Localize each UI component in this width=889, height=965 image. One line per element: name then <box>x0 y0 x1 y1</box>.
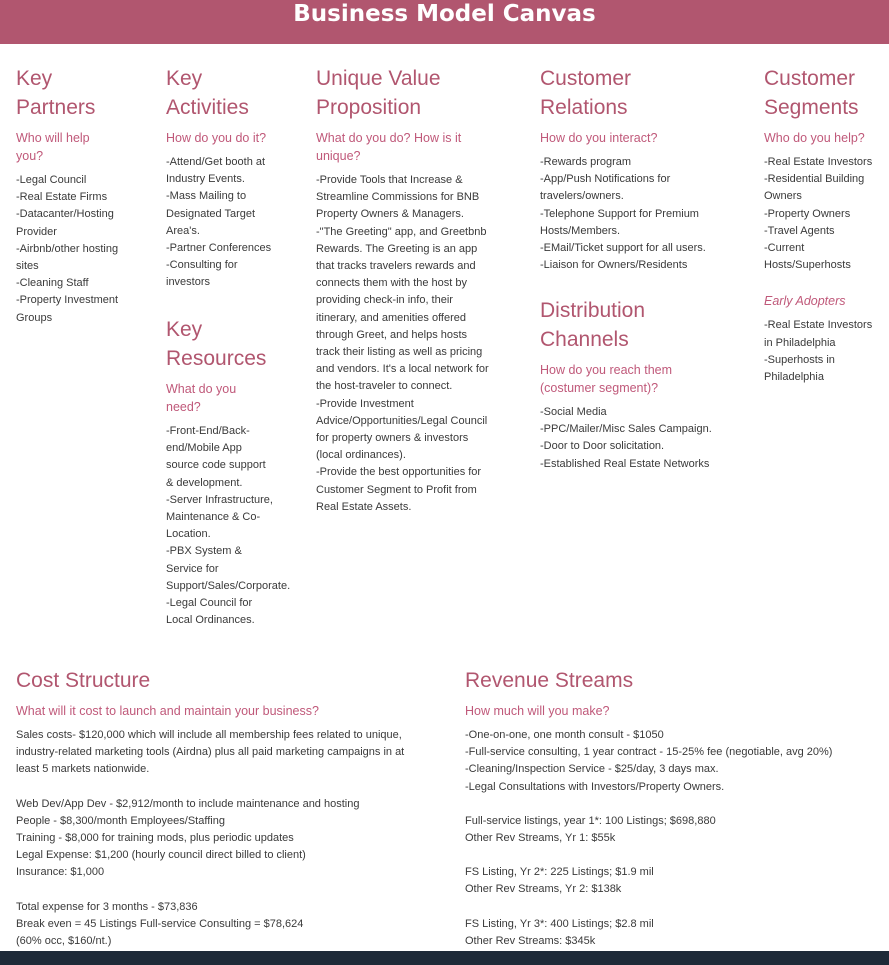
text-line: FS Listing, Yr 2*: 225 Listings; $1.9 mil <box>465 866 654 879</box>
list-item: -Property Owners <box>764 207 851 220</box>
text-line: Insurance: $1,000 <box>16 866 105 879</box>
list-item: -Current <box>764 242 805 255</box>
blank-line <box>16 882 446 899</box>
list-item: -Airbnb/other hosting <box>16 242 119 255</box>
key-partners-title <box>16 64 146 122</box>
value-proposition-section <box>316 64 516 516</box>
question-line: you? <box>16 149 44 163</box>
question-line: What do you <box>166 382 237 396</box>
question-line: (costumer segment)? <box>540 381 659 395</box>
text-line: Training - $8,000 for training mods, plus periodic updates <box>16 832 294 845</box>
list-item: -Attend/Get booth at <box>166 156 266 168</box>
list-item: Location. <box>166 528 211 541</box>
list-item: -Datacanter/Hosting <box>16 208 114 221</box>
list-item: providing check-in info, their <box>316 294 453 307</box>
list-item: -"The Greeting" app, and Greetbnb <box>316 225 487 238</box>
key-partners-question <box>16 129 146 165</box>
customer-segments-list <box>764 154 884 274</box>
list-item: Groups <box>16 311 53 324</box>
text-line: Other Rev Streams, Yr 1: $55k <box>465 832 616 845</box>
customer-segments-section <box>764 64 884 386</box>
title-line: Distribution <box>540 299 646 322</box>
list-item: Industry Events. <box>166 173 245 186</box>
cost-structure-question: What will it cost to launch and maintain your business? <box>16 704 319 718</box>
title-line: Key <box>16 67 53 90</box>
key-resources-question <box>166 380 306 416</box>
text-line: -Full-service consulting, 1 year contract - 15-25% fee (negotiable, avg 20%) <box>465 746 833 759</box>
list-item: Maintenance & Co- <box>166 511 261 524</box>
title-line: Proposition <box>316 96 422 119</box>
question-line: How do you reach them <box>540 363 673 377</box>
list-item: connects them with the host by <box>316 277 468 290</box>
list-item: Property Owners & Managers. <box>316 208 464 221</box>
list-item: -Front-End/Back- <box>166 425 250 437</box>
text-line: Break even = 45 Listings Full-service Consulting = $78,624 <box>16 917 304 930</box>
value-proposition-title <box>316 64 516 122</box>
list-item: -Real Estate Investors <box>764 156 873 168</box>
key-activities-question: How do you do it? <box>166 131 267 145</box>
title-line: Unique Value <box>316 67 441 90</box>
list-item: -PBX System & <box>166 545 242 558</box>
list-item: Service for <box>166 562 219 575</box>
list-item: for property owners & investors <box>316 432 469 445</box>
key-resources-section <box>166 315 306 629</box>
list-item: the host-traveler to connect. <box>316 380 453 393</box>
list-item: -PPC/Mailer/Misc Sales Campaign. <box>540 423 712 436</box>
blank-line <box>465 847 875 864</box>
list-item: investors <box>166 276 211 289</box>
text-line: Full-service listings, year 1*: 100 Listings; $698,880 <box>465 814 716 827</box>
list-item: itinerary, and amenities offered <box>316 311 467 324</box>
revenue-streams-section <box>465 666 875 950</box>
list-item: -Server Infrastructure, <box>166 493 273 506</box>
list-item: -App/Push Notifications for <box>540 173 671 186</box>
text-line: industry-related marketing tools (Airdna) plus all paid marketing campaigns in at <box>16 746 405 759</box>
list-item: -Property Investment <box>16 294 119 307</box>
list-item: -Travel Agents <box>764 224 835 237</box>
list-item: end/Mobile App <box>166 442 242 455</box>
list-item: -Partner Conferences <box>166 242 272 255</box>
list-item: -Provide Tools that Increase & <box>316 174 463 186</box>
list-item: Designated Target <box>166 207 256 220</box>
list-item: source code support <box>166 459 266 472</box>
list-item: Streamline Commissions for BNB <box>316 191 480 204</box>
distribution-channels-section <box>540 296 740 473</box>
list-item: Rewards. The Greeting is an app <box>316 242 478 255</box>
list-item: -Rewards program <box>540 156 632 168</box>
list-item: -Mass Mailing to <box>166 190 247 203</box>
customer-segments-title <box>764 64 884 122</box>
early-adopters-list <box>764 317 884 386</box>
text-line: -Legal Consultations with Investors/Property Owners. <box>465 780 725 793</box>
key-activities-section <box>166 64 301 292</box>
list-item: Customer Segment to Profit from <box>316 483 477 496</box>
list-item: Provider <box>16 225 57 238</box>
list-item: -Cleaning Staff <box>16 277 89 290</box>
title-line: Channels <box>540 328 629 351</box>
list-item: Philadelphia <box>764 371 824 384</box>
text-line: People - $8,300/month Employees/Staffing <box>16 814 225 827</box>
list-item: -Legal Council for <box>166 597 253 610</box>
blank-line <box>465 796 875 813</box>
list-item: Support/Sales/Corporate. <box>166 579 291 592</box>
list-item: -EMail/Ticket support for all users. <box>540 242 706 255</box>
list-item: in Philadelphia <box>764 336 836 349</box>
question-line: Who will help <box>16 131 90 145</box>
title-line: Activities <box>166 96 249 119</box>
page-header <box>0 0 889 44</box>
text-line: least 5 markets nationwide. <box>16 763 150 776</box>
key-resources-list <box>166 423 306 629</box>
list-item: -Residential Building <box>764 173 865 186</box>
list-item: & development. <box>166 476 243 489</box>
list-item: -Provide the best opportunities for <box>316 466 482 479</box>
cost-structure-body <box>16 727 446 950</box>
customer-relations-question: How do you interact? <box>540 131 658 145</box>
customer-relations-section <box>540 64 740 274</box>
text-line: -Cleaning/Inspection Service - $25/day, 3 days max. <box>465 763 719 776</box>
text-line: Sales costs- $120,000 which will include all membership fees related to unique, <box>16 729 402 741</box>
text-line: -One-on-one, one month consult - $1050 <box>465 729 664 741</box>
text-line: Web Dev/App Dev - $2,912/month to include maintenance and hosting <box>16 797 360 810</box>
distribution-channels-title <box>540 296 740 354</box>
key-activities-list <box>166 154 301 292</box>
blank-line <box>16 779 446 796</box>
list-item: Real Estate Assets. <box>316 500 412 513</box>
text-line: Legal Expense: $1,200 (hourly council direct billed to client) <box>16 849 306 862</box>
list-item: through Greet, and helps hosts <box>316 328 468 341</box>
key-partners-section <box>16 64 146 327</box>
list-item: -Established Real Estate Networks <box>540 457 710 470</box>
list-item: -Real Estate Firms <box>16 191 108 204</box>
early-adopters-label: Early Adopters <box>764 294 846 309</box>
list-item: -Liaison for Owners/Residents <box>540 259 688 272</box>
customer-segments-question: Who do you help? <box>764 131 865 145</box>
list-item: Local Ordinances. <box>166 614 255 627</box>
list-item: -Legal Council <box>16 174 87 186</box>
key-partners-list <box>16 172 146 327</box>
list-item: -Consulting for <box>166 259 238 272</box>
title-line: Key <box>166 67 203 90</box>
key-activities-title <box>166 64 301 122</box>
text-line: FS Listing, Yr 3*: 400 Listings; $2.8 mil <box>465 917 654 930</box>
list-item: -Provide Investment <box>316 397 414 410</box>
revenue-streams-question: How much will you make? <box>465 704 610 718</box>
revenue-streams-body <box>465 727 875 950</box>
list-item: and vendors. It's a local network for <box>316 363 489 376</box>
list-item: Hosts/Superhosts <box>764 259 851 272</box>
footer-bar <box>0 951 889 965</box>
list-item: travelers/owners. <box>540 190 624 203</box>
list-item: Hosts/Members. <box>540 224 621 237</box>
list-item: (local ordinances). <box>316 449 406 462</box>
title-line: Customer <box>540 67 632 90</box>
customer-relations-title <box>540 64 740 122</box>
distribution-channels-list <box>540 404 740 473</box>
customer-relations-list <box>540 154 740 274</box>
title-line: Segments <box>764 96 859 119</box>
title-line: Resources <box>166 347 267 370</box>
value-proposition-list <box>316 172 516 516</box>
blank-line <box>465 899 875 916</box>
list-item: Advice/Opportunities/Legal Council <box>316 414 488 427</box>
title-line: Relations <box>540 96 628 119</box>
list-item: track their listing as well as pricing <box>316 346 483 359</box>
list-item: -Real Estate Investors <box>764 319 873 332</box>
page-title: Business Model Canvas <box>293 1 596 27</box>
text-line: Other Rev Streams, Yr 2: $138k <box>465 883 622 896</box>
text-line: Total expense for 3 months - $73,836 <box>16 900 198 913</box>
cost-structure-title: Cost Structure <box>16 669 151 692</box>
cost-structure-section <box>16 666 446 950</box>
text-line: (60% occ, $160/nt.) <box>16 935 112 948</box>
list-item: -Telephone Support for Premium <box>540 207 699 220</box>
list-item: -Social Media <box>540 406 607 418</box>
question-line: need? <box>166 400 201 414</box>
title-line: Key <box>166 318 203 341</box>
key-resources-title <box>166 315 306 373</box>
list-item: -Door to Door solicitation. <box>540 440 665 453</box>
list-item: sites <box>16 260 39 273</box>
list-item: Owners <box>764 190 802 203</box>
question-line: What do you do? How is it <box>316 131 462 145</box>
list-item: that tracks travelers rewards and <box>316 260 476 273</box>
value-proposition-question <box>316 129 516 165</box>
list-item: Area's. <box>166 224 200 237</box>
distribution-channels-question <box>540 361 740 397</box>
text-line: Other Rev Streams: $345k <box>465 934 596 947</box>
question-line: unique? <box>316 149 361 163</box>
revenue-streams-title: Revenue Streams <box>465 669 634 692</box>
list-item: -Superhosts in <box>764 353 835 366</box>
title-line: Partners <box>16 96 96 119</box>
title-line: Customer <box>764 67 856 90</box>
